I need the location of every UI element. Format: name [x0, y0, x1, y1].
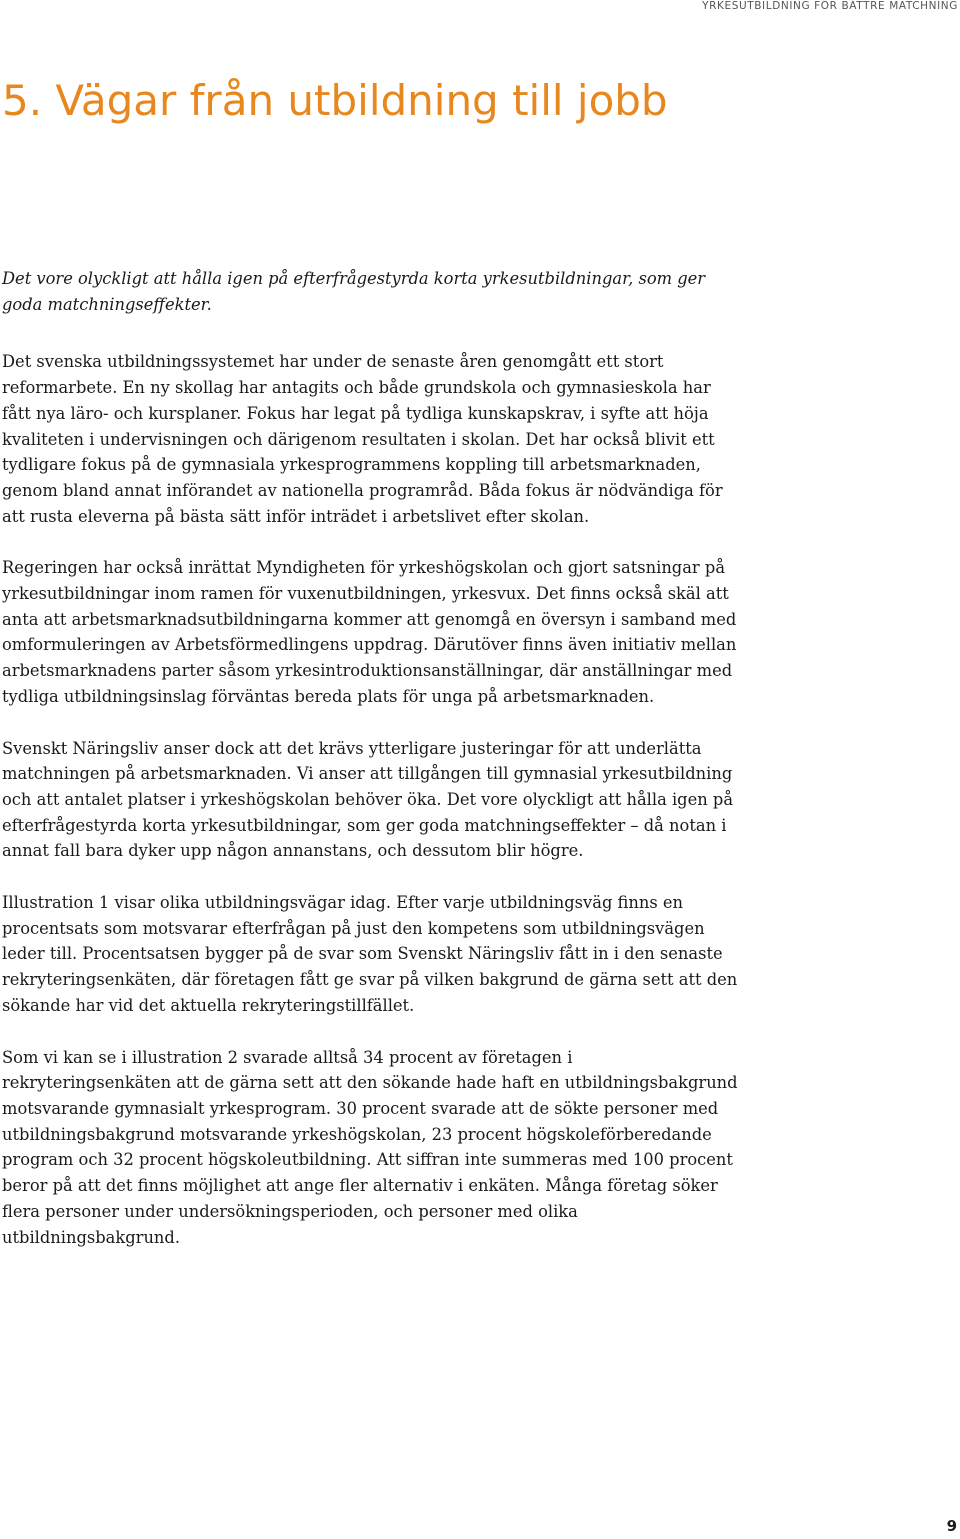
paragraph-government-initiatives: Regeringen har också inrättat Myndigheten för yrkeshögskolan och gjort satsningar på yrkesutbildningar inom ramen för vuxenutbildningen, yrkesvux. Det finns också skäl att anta att arbetsmarknadsutbildningarna kommer att genomgå en översyn i samband med omformuleringen av Arbetsförmedlingens uppdrag. Därutöver finns även initiativ mellan arbetsmarknadens parter såsom yrkesintroduktionsanställningar, där anställningar med tydliga utbildningsinslag förväntas bereda plats för unga på arbetsmarknaden. [2, 558, 737, 706]
chapter-title: 5. Vägar från utbildning till jobb [2, 76, 668, 125]
lead-quote: Det vore olyckligt att hålla igen på efterfrågestyrda korta yrkesutbildningar, som ger goda matchningseffekter. [2, 269, 706, 314]
body-text [2, 266, 740, 1276]
paragraph-illustration-1: Illustration 1 visar olika utbildningsvägar idag. Efter varje utbildningsväg finns en procentsats som motsvarar efterfrågan på just den kompetens som utbildningsvägen leder till. Procentsatsen bygger på de svar som Svenskt Näringsliv fått in i den senaste rekryteringsenkäten, där företagen fått ge svar på vilken bakgrund de gärna sett att den sökande har vid det aktuella rekryteringstillfället. [2, 893, 738, 1015]
paragraph-illustration-2: Som vi kan se i illustration 2 svarade alltså 34 procent av företagen i rekryteringsenkäten att de gärna sett att den sökande hade haft en utbildningsbakgrund motsvarande gymnasialt yrkesprogram. 30 procent svarade att de sökte personer med utbildningsbakgrund motsvarande yrkeshögskolan, 23 procent högskoleförberedande program och 32 procent högskoleutbildning. Att siffran inte summeras med 100 procent beror på att det finns möjlighet att ange fler alternativ i enkäten. Många företag söker flera personer under undersökningsperioden, och personer med olika utbildningsbakgrund. [2, 1047, 738, 1247]
paragraph-matching-needs: Svenskt Näringsliv anser dock att det krävs ytterligare justeringar för att underlätta matchningen på arbetsmarknaden. Vi anser att tillgången till gymnasial yrkesutbildning och att antalet platser i yrkeshögskolan behöver öka. Det vore olyckligt att hålla igen på efterfrågestyrda korta yrkesutbildningar, som ger goda matchningseffekter – då notan i annat fall bara dyker upp någon annanstans, och dessutom blir högre. [2, 738, 734, 861]
paragraph-education-reform: Det svenska utbildningssystemet har under de senaste åren genomgått ett stort reformarbete. En ny skollag har antagits och både grundskola och gymnasieskola har fått nya läro- och kursplaner. Fokus har legat på tydliga kunskapskrav, i syfte att höja kvaliteten i undervisningen och därigenom resultaten i skolan. Det har också blivit ett tydligare fokus på de gymnasiala yrkesprogrammens koppling till arbetsmarknaden, genom bland annat införandet av nationella programråd. Båda fokus är nödvändiga för att rusta eleverna på bästa sätt inför inträdet i arbetslivet efter skolan. [2, 352, 723, 526]
running-header: YRKESUTBILDNING FÖR BÄTTRE MATCHNING [702, 0, 958, 12]
page-number: 9 [946, 1517, 957, 1535]
